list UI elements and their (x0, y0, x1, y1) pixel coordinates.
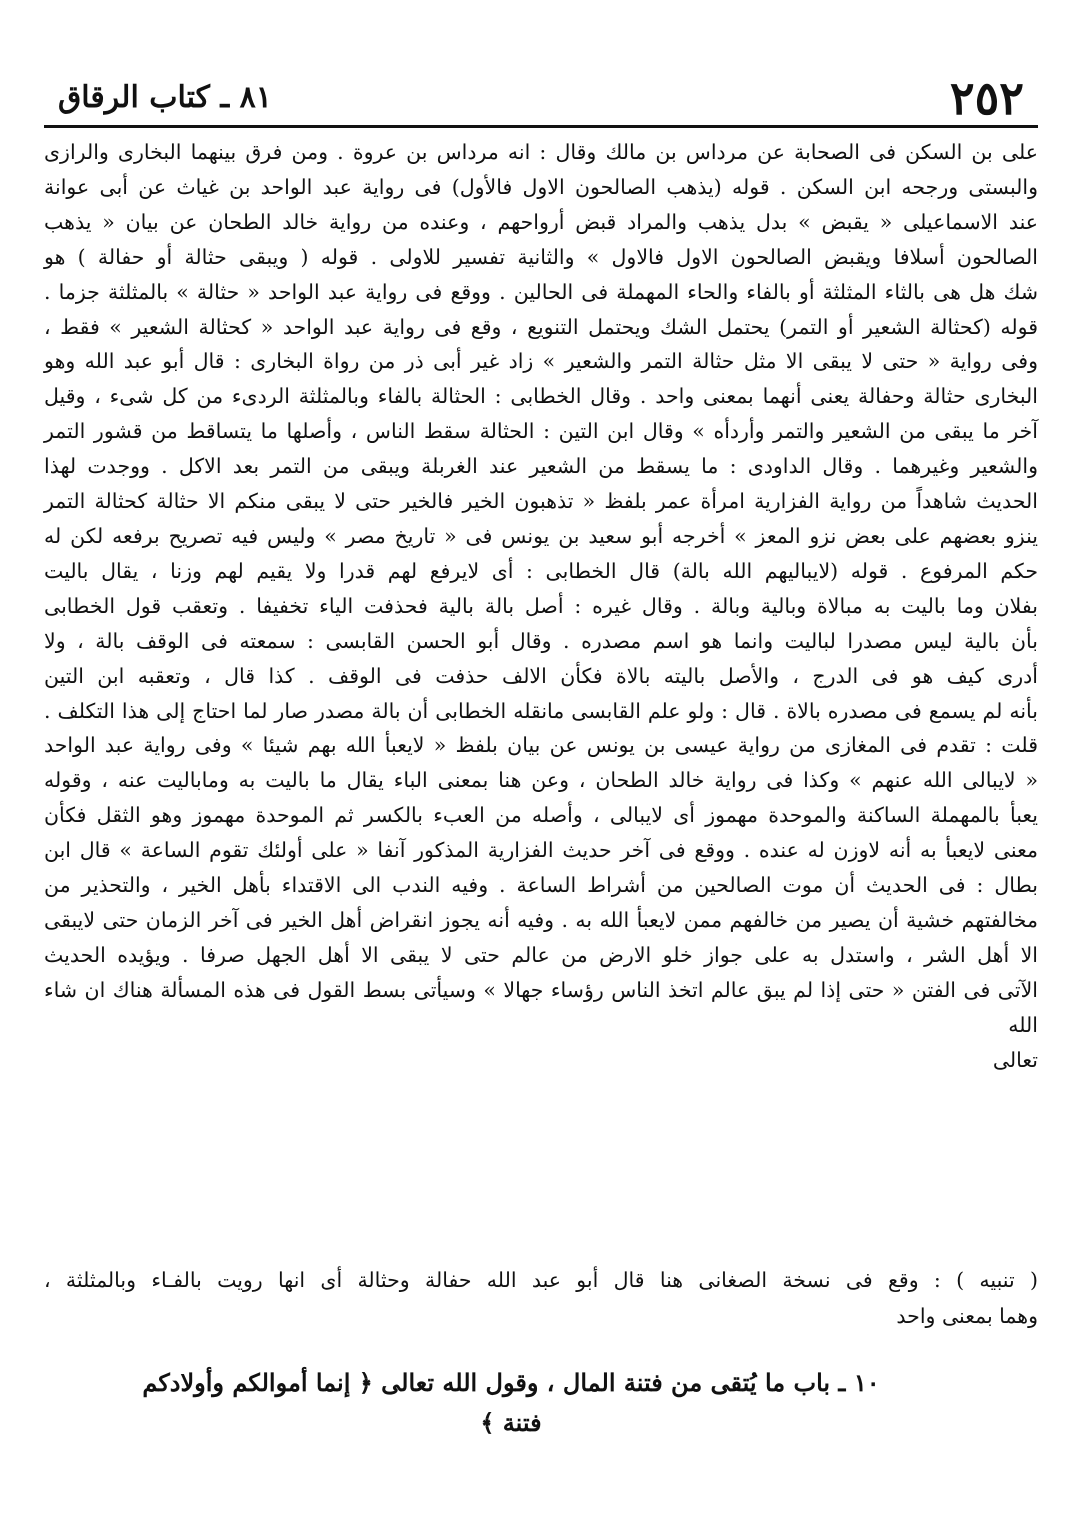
page-number: ٢٥٢ (949, 71, 1024, 125)
text-line: قلت : تقدم فى المغازى من رواية عيسى بن يونس عن بيان بلفظ « لايعبأ الله بهم شيئا » وفى رواية عبد الواحد (44, 733, 1038, 758)
running-head: ٨١ ـ كتاب الرقاق (58, 80, 272, 115)
text-line: بطال : فى الحديث أن موت الصالحين من أشراط الساعة . وفيه الندب الى الاقتداء بأهل الخير ، والتحذير من (44, 873, 1038, 898)
text-line: معنى لايعبأ به أنه لاوزن له عنده . ووقع فى آخر حديث الفزارية المذكور آنفا « على أولئك تقوم الساعة » قال ابن (44, 838, 1038, 863)
page-header (40, 68, 1042, 128)
text-line: بأنه لم يسمع فى مصدره بالاة . قال : ولو علم القابسى مانقله الخطابى أن بالة مصدر صار لما احتاج إلى هذا التكلف . (44, 698, 1038, 723)
note-line-last: وهما بمعنى واحد (896, 1304, 1038, 1328)
text-line: أدرى كيف هو فى الدرج ، والأصل باليته بالاة فكأن الالف حذفت فى الوقف . كذا قال ، وتعقبه ابن التين (44, 663, 1038, 688)
commentary-text (44, 135, 1038, 1077)
text-line: عند الاسماعيلى « يقبض » بدل يذهب والمراد قبض أرواحهم ، وعنده من رواية خالد الطحان عن بيان « يذهب (44, 209, 1038, 234)
text-line: الحديث شاهداً من رواية الفزارية امرأة عمر بلفظ « تذهبون الخير فالخير حتى لا يبقى منكم الا حثالة كحثالة التمر (44, 489, 1038, 514)
text-line: « لايبالى الله عنهم » وكذا فى رواية خالد الطحان ، وعن هنا بمعنى الباء يقال ما باليت به وماباليت عنه ، وقوله (44, 768, 1038, 793)
text-line: البخارى حثالة وحفالة يعنى أنهما بمعنى واحد . وقال الخطابى : الحثالة بالفاء وبالمثلثة الردىء من كل شىء ، وقيل (44, 384, 1038, 409)
text-line: على بن السكن فى الصحابة عن مرداس بن مالك وقال : انه مرداس بن عروة . ومن فرق بينهما البخارى والرازى (44, 140, 1038, 164)
text-line: والشعير وغيرهما . وقال الداودى : ما يسقط من الشعير عند الغربلة ويبقى من التمر بعد الاكل . ووجدت لهذا (44, 454, 1038, 479)
text-line: الا أهل الشر ، واستدل به على جواز خلو الارض من عالم حتى لا يبقى الا أهل الجهل صرفا . ويؤيده الحديث (44, 942, 1038, 967)
text-line: الآتى فى الفتن « حتى إذا لم يبق عالم اتخذ الناس رؤساء جهالا » وسيأتى بسط القول فى هذه المسألة هناك ان شاء الله (44, 977, 1038, 1037)
text-line: وفى رواية « حتى لا يبقى الا مثل حثالة التمر والشعير » زاد غير أبى ذر من رواة البخارى : قال أبو عبد الله وهو (44, 349, 1038, 374)
text-line: الصالحون أسلافا ويقبض الصالحون الاول فالاول » والثانية تفسير للاولى . قوله ( ويبقى حثالة أو حفالة ) هو (44, 244, 1038, 269)
commentary-paragraph (44, 135, 1038, 1077)
note-line: ( تنبيه ) : وقع فى نسخة الصغانى هنا قال أبو عبد الله حفالة وحثالة أى انها رويت بالفـاء وبالمثلثة ، (44, 1268, 1038, 1292)
text-line: قوله (كحثالة الشعير أو التمر) يحتمل الشك ويحتمل التنويع ، وقع فى رواية عبد الواحد « كحثالة الشعير » فقط ، (44, 314, 1038, 339)
text-line: آخر ما يبقى من الشعير والتمر وأردأه » وقال ابن التين : الحثالة سقط الناس ، وأصلها ما يتساقط من قشور التمر (44, 419, 1038, 444)
text-line: والبستى ورجحه ابن السكن . قوله (يذهب الصالحون الاول فالأول) فى رواية عبد الواحد بن غياث عن أبى عوانة (44, 174, 1038, 199)
chapter-heading: ١٠ ـ باب ما يُتقى من فتنة المال ، وقول الله تعالى ﴿ إنما أموالكم وأولادكم فتنة ﴾ (142, 1368, 880, 1437)
text-line: حكم المرفوع . قوله (لايباليهم الله بالة) قال الخطابى : أى لايرفع لهم قدرا ولا يقيم لهم وزنا ، يقال باليت (44, 558, 1038, 583)
text-line: بفلان وما باليت به مبالاة وبالية وبالة . وقال غيره : أصل بالة بالية فحذفت الياء تخفيفا . وتعقب قول الخطابى (44, 593, 1038, 618)
text-line: مخالفتهم خشية أن يصير من خالفهم ممن لايعبأ الله به . وفيه أنه يجوز انقراض أهل الخير فى آخر الزمان حتى لايبقى (44, 907, 1038, 932)
text-line-last: تعالى (992, 1047, 1038, 1072)
text-line: شك هل هى بالثاء المثلثة أو بالفاء والحاء المهملة فى الحالين . ووقع فى رواية عبد الواحد « حثالة » بالمثلثة جزما . (44, 279, 1038, 304)
text-line: ينزو بعضهم على بعض نزو المعز » أخرجه أبو سعيد بن يونس فى « تاريخ مصر » وليس فيه تصريح برفعه لكن له (44, 523, 1038, 548)
text-line: يعبأ بالمهملة الساكنة والموحدة مهموز أى لايبالى ، وأصله من العبء بالكسر ثم الموحدة مهموز وهو الثقل فكأن (44, 803, 1038, 828)
note-paragraph (44, 1262, 1038, 1334)
text-line: بأن بالية ليس مصدرا لباليت وانما هو اسم مصدره . وقال أبو الحسن القابسى : سمعته فى الوقف بالة ، ولا (44, 628, 1038, 653)
header-rule (44, 125, 1038, 128)
